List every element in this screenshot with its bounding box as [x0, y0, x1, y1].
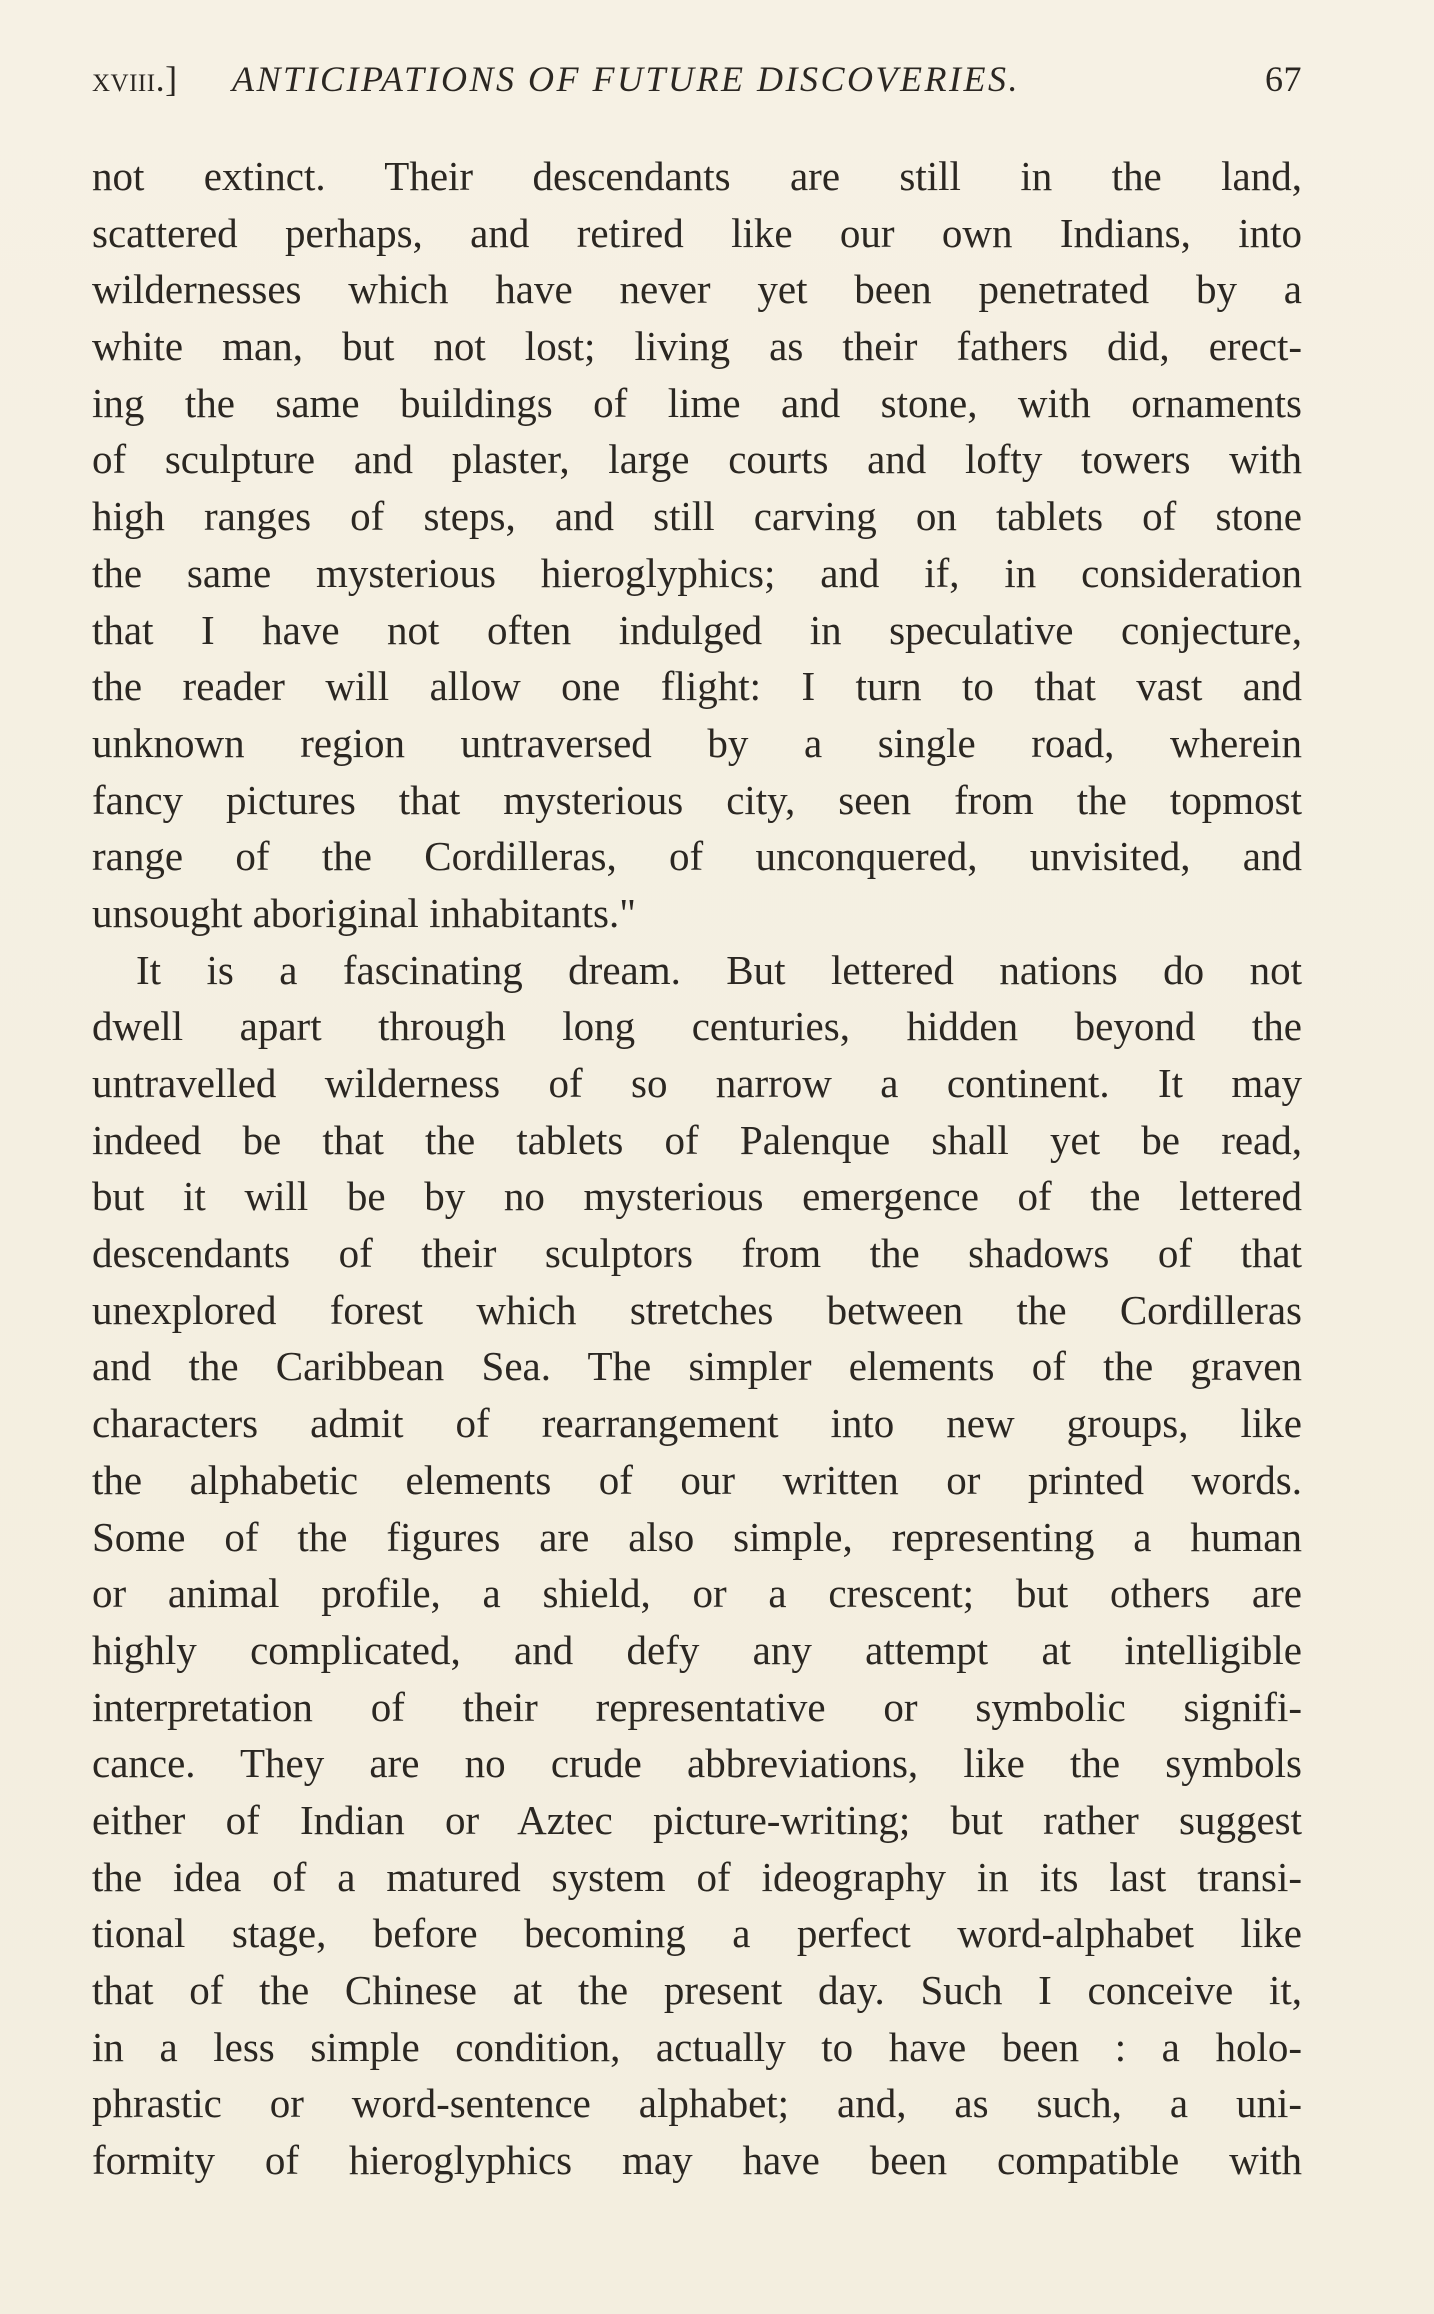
text-line: range of the Cordilleras, of unconquered, unvisited, and	[92, 833, 1302, 880]
text-line: fancy pictures that mysterious city, seen from the topmost	[92, 776, 1302, 823]
text-line: high ranges of steps, and still carving on tablets of stone	[92, 493, 1302, 540]
text-line: ing the same buildings of lime and stone, with ornaments	[92, 379, 1302, 426]
text-line: the same mysterious hieroglyphics; and if, in consideration	[92, 549, 1302, 596]
text-line: descendants of their sculptors from the shadows of that	[92, 1230, 1302, 1277]
text-line: but it will be by no mysterious emergence of the lettered	[92, 1173, 1302, 1220]
text-line: formity of hieroglyphics may have been compatible with	[92, 2137, 1302, 2184]
text-line: unexplored forest which stretches between the Cordilleras	[92, 1286, 1302, 1333]
text-line: cance. They are no crude abbreviations, like the symbols	[92, 1740, 1302, 1787]
page-number: 67	[1265, 59, 1302, 99]
text-line: the alphabetic elements of our written or printed words.	[92, 1456, 1302, 1503]
text-line: not extinct. Their descendants are still in the land,	[92, 153, 1302, 199]
text-line: scattered perhaps, and retired like our own Indians, into	[92, 209, 1302, 256]
body-text	[92, 148, 1302, 2189]
text-line: the idea of a matured system of ideography in its last transi-	[92, 1853, 1302, 1900]
text-line: dwell apart through long centuries, hidden beyond the	[92, 1003, 1302, 1050]
text-line: that I have not often indulged in speculative conjecture,	[92, 606, 1302, 653]
chapter-marker: xviii.]	[92, 59, 178, 99]
text-line: untravelled wilderness of so narrow a continent. It may	[92, 1060, 1302, 1106]
text-line: characters admit of rearrangement into new groups, like	[92, 1400, 1302, 1447]
text-line: tional stage, before becoming a perfect word-alphabet like	[92, 1910, 1302, 1957]
text-line: Some of the figures are also simple, representing a human	[92, 1513, 1302, 1560]
text-line: in a less simple condition, actually to have been : a holo-	[92, 2023, 1302, 2070]
text-line: white man, but not lost; living as their fathers did, erect-	[92, 323, 1302, 370]
text-line: phrastic or word-sentence alphabet; and, as such, a uni-	[92, 2080, 1302, 2127]
text-line: interpretation of their representative or symbolic signifi-	[92, 1683, 1302, 1730]
text-line: indeed be that the tablets of Palenque shall yet be read,	[92, 1116, 1302, 1163]
text-line: unknown region untraversed by a single road, wherein	[92, 719, 1302, 766]
running-title: ANTICIPATIONS OF FUTURE DISCOVERIES.	[232, 59, 1020, 99]
text-line: wildernesses which have never yet been penetrated by a	[92, 266, 1302, 313]
text-line: or animal profile, a shield, or a crescent; but others are	[92, 1570, 1302, 1617]
text-line: that of the Chinese at the present day. Such I conceive it,	[92, 1967, 1302, 2013]
running-head	[92, 54, 1302, 104]
text-line: the reader will allow one flight: I turn to that vast and	[92, 663, 1302, 710]
text-line: of sculpture and plaster, large courts and lofty towers with	[92, 436, 1302, 483]
paragraph-start-line: It is a fascinating dream. But lettered nations do not	[136, 946, 1302, 993]
text-line: either of Indian or Aztec picture-writing; but rather suggest	[92, 1796, 1302, 1843]
paragraph-end-line: unsought aboriginal inhabitants."	[92, 889, 636, 936]
text-line: and the Caribbean Sea. The simpler elements of the graven	[92, 1343, 1302, 1390]
text-line: highly complicated, and defy any attempt at intelligible	[92, 1626, 1302, 1673]
